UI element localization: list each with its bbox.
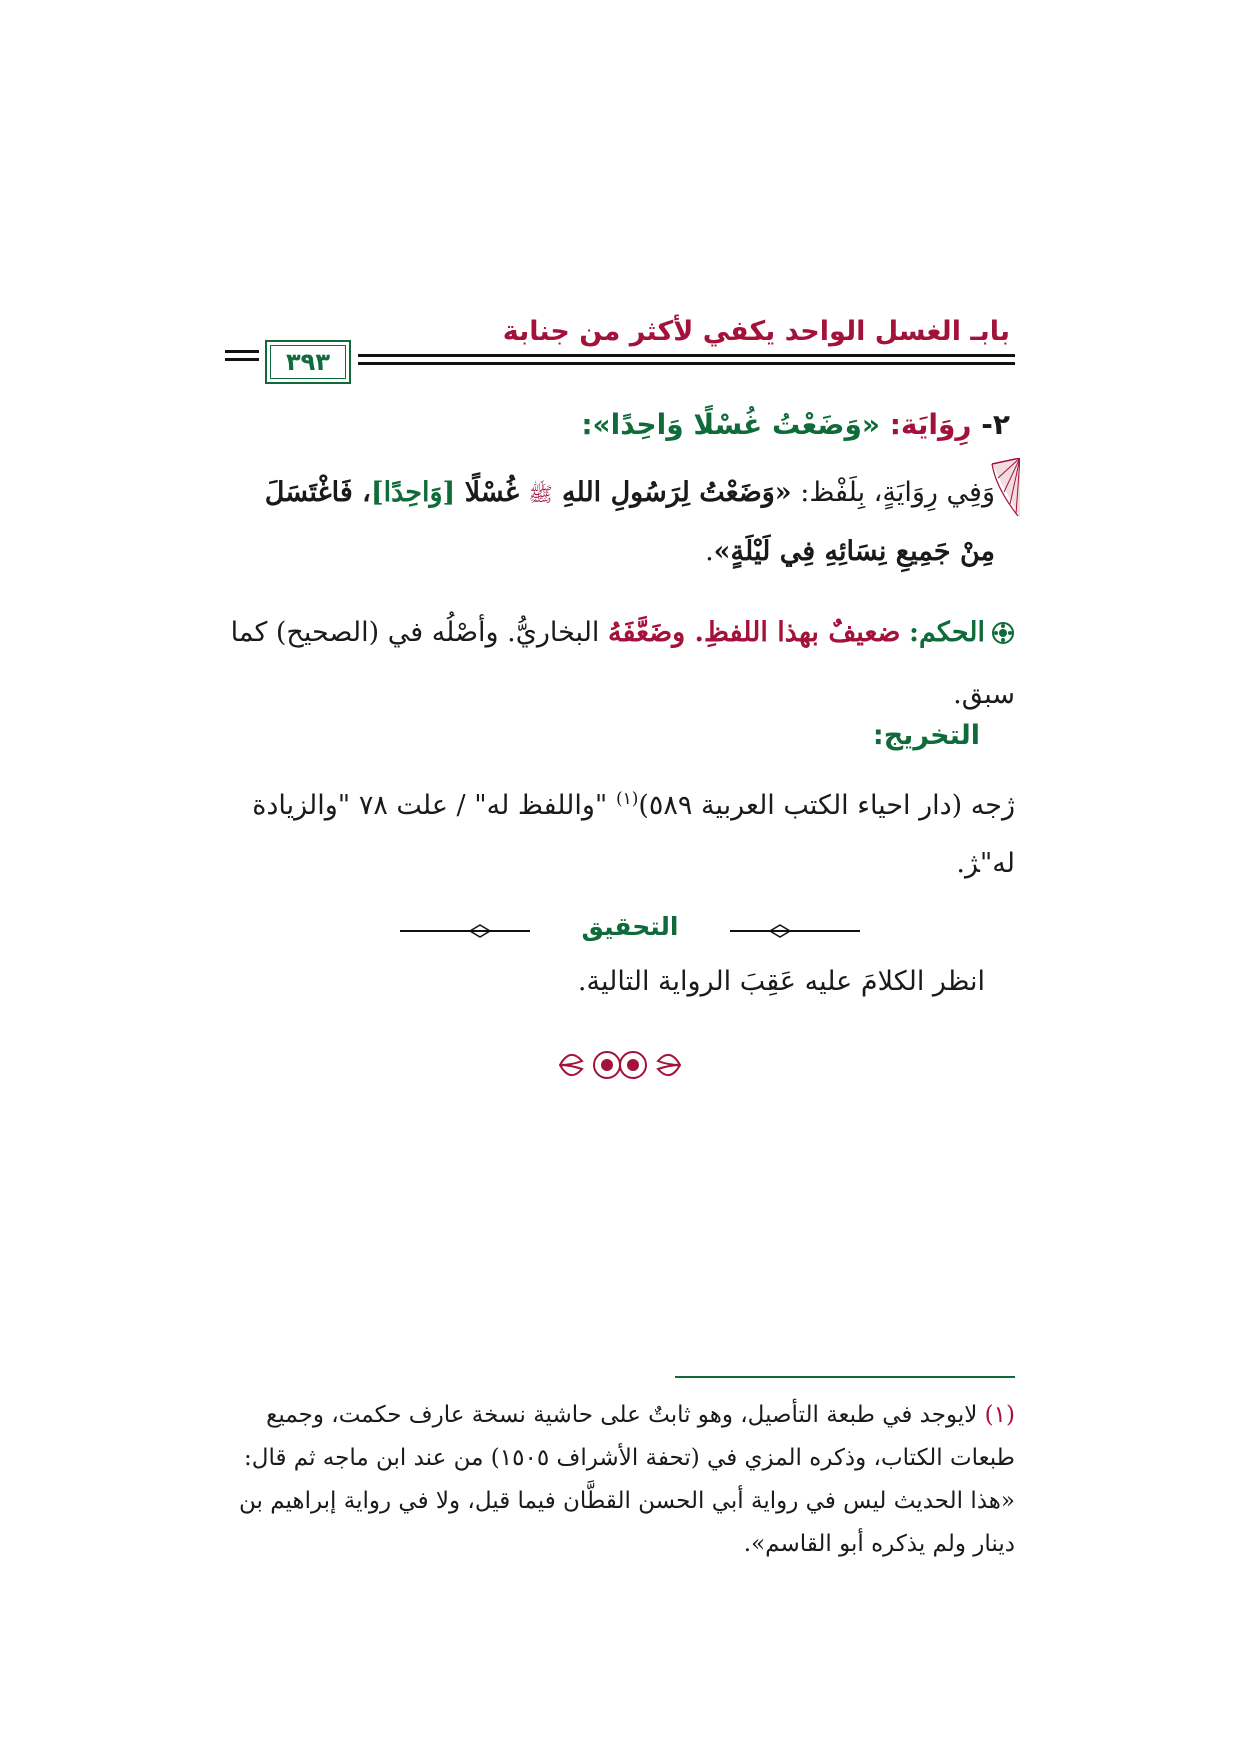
footnote-reference[interactable]: (١) [615,789,639,809]
footnote-text: لايوجد في طبعة التأصيل، وهو ثابتٌ على حاشية نسخة عارف حكمت، وجميع طبعات الكتاب، وذكره المزي في (تحفة الأشراف ١٥٠٥) من عند ابن ماجه ثم قال: «هذا الحديث ليس في رواية أبي الحسن القطَّان فيما قيل، ولا في رواية إبراهيم بن دينار ولم يذكره أبو القاسم». [238,1402,1015,1557]
verdict-label: الحكم: [908,617,985,648]
hadith-part-1: «وَضَعْتُ لِرَسُولِ اللهِ [552,477,792,508]
section-heading [460,408,1010,441]
footnote-number: (١) [984,1402,1015,1428]
header-rule-right-bottom [358,362,1015,365]
hadith-part-2: غُسْلًا [455,477,529,508]
flower-bullet-icon [991,621,1015,645]
verdict-paragraph [225,602,1015,726]
section-number: ٢- [981,408,1010,441]
hadith-part-3: ، فَاغْتَسَلَ مِنْ جَمِيعِ نِسَائِهِ فِي لَيْلَةٍ» [264,477,995,567]
verdict-rest: البخاريُّ. وأصْلُه في (الصحيح) كما سبق. [230,617,1015,710]
hadith-end: . [705,536,714,567]
takhrij-before: ﮊجه (دار احياء الكتب العربية ٥٨٩) [638,790,1015,821]
header-rule-left-top [225,350,259,353]
tahqiq-heading: التحقيق [530,912,730,941]
header-rule-left-bottom [225,358,259,361]
footnote-separator [675,1376,1015,1378]
hadith-text [240,464,995,580]
page-number-frame [265,340,351,384]
section-label: رِوَايَة: [889,408,972,441]
tahqiq-text: انظر الكلامَ عليه عَقِبَ الرواية التالية. [577,966,985,997]
salawat-symbol: ﷺ [528,482,553,506]
header-rule-right-top [358,354,1015,357]
takhrij-text [225,770,1015,893]
page-number: ٣٩٣ [270,345,346,379]
verdict-ruling: ضعيفٌ بهذا اللفظِ. وضَعَّفَهُ [608,617,901,648]
hadith-intro: وَفِي رِوَايَةٍ، بِلَفْظ: [791,477,995,508]
chapter-title: بابـ الغسل الواحد يكفي لأكثر من جنابة [502,316,1010,347]
takhrij-heading: التخريج: [872,720,980,751]
section-quote: «وَضَعْتُ غُسْلًا وَاحِدًا»: [581,408,880,441]
hadith-bracket-addition: [وَاحِدًا] [370,477,456,508]
footnote [225,1394,1015,1566]
decorative-ornament-icon [550,1040,690,1090]
takhrij-after: "واللفظ له" / علت ٧٨ "والزيادة له"ﮋ. [252,790,1015,879]
